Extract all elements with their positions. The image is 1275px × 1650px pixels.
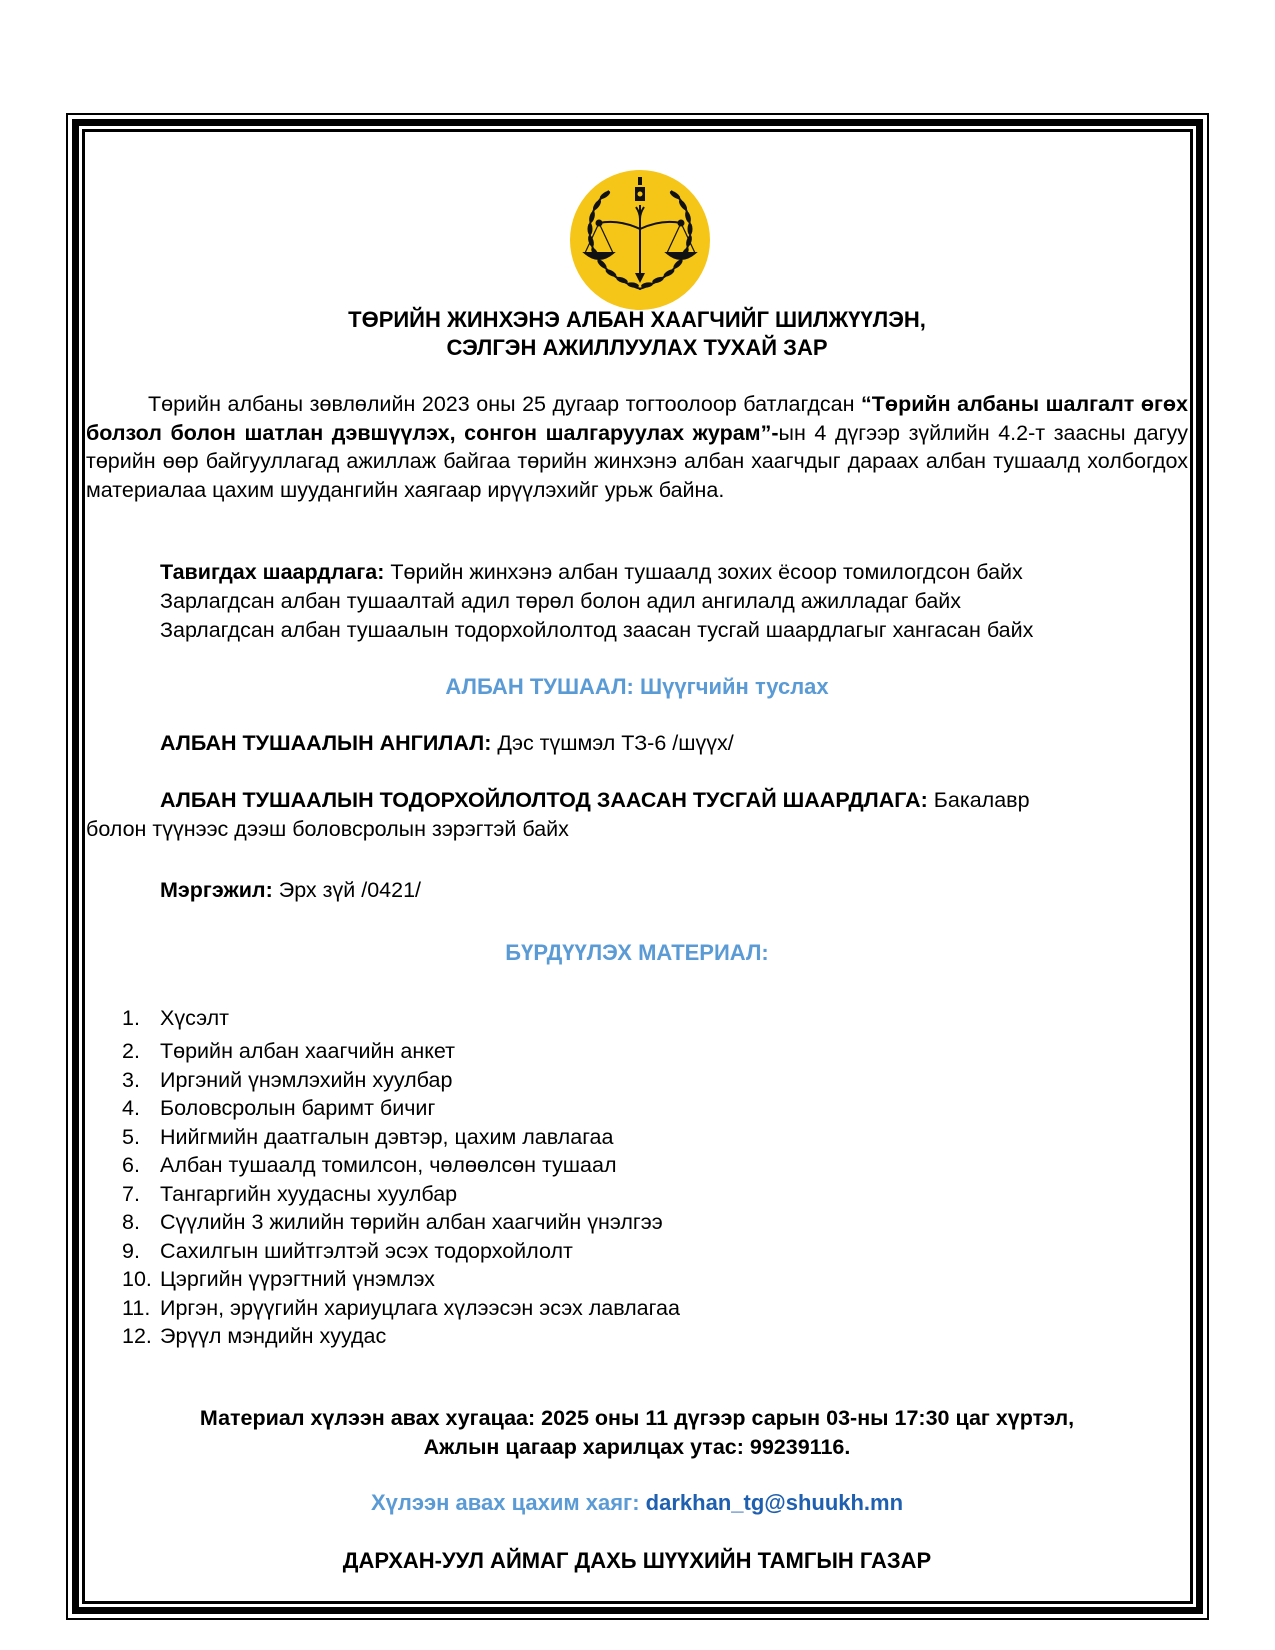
classification-label: АЛБАН ТУШААЛЫН АНГИЛАЛ:: [160, 731, 492, 755]
requirement-text: Төрийн жинхэнэ албан тушаалд зохих ёсоор томилогдсон байх: [390, 560, 1023, 584]
special-requirement-value-2: болон түүнээс дээш боловсролын зэрэгтэй байх: [86, 817, 569, 841]
notice-title-line-1: ТӨРИЙН ЖИНХЭНЭ АЛБАН ХААГЧИЙГ ШИЛЖҮҮЛЭН,: [348, 307, 926, 332]
deadline-block: [86, 1404, 1188, 1462]
list-item-number: 6.: [122, 1153, 140, 1177]
list-item: [122, 1037, 680, 1066]
list-item: [122, 1322, 680, 1351]
list-item-text: Тангаргийн хуудасны хуулбар: [160, 1181, 458, 1206]
list-item: [122, 1066, 680, 1095]
list-item: [122, 1151, 680, 1180]
position-label: АЛБАН ТУШААЛ:: [445, 674, 634, 699]
intro-text-part-2: ын 4 дүгээр зүйлийн 4.2-т заасны дагуу төрийн өөр байгууллагад ажиллаж байгаа төрийн жинхэнэ албан хаагчдыг дараах албан тушаалд холбогдох материалаа цахим шуудангийн хаягаар ирүүлэхийг урьж байна.: [86, 420, 1188, 502]
requirement-item: Зарлагдсан албан тушаалын тодорхойлолтод заасан тусгай шаардлагыг хангасан байх: [160, 618, 1034, 642]
list-item-text: Цэргийн үүрэгтний үнэмлэх: [160, 1267, 435, 1291]
list-item: [122, 1294, 680, 1323]
position-value: Шүүгчийн туслах: [639, 674, 829, 699]
special-requirement-line-1: [160, 786, 1030, 815]
list-item-number: 4.: [122, 1096, 140, 1120]
profession-line: [160, 876, 421, 905]
email-line: [86, 1490, 1188, 1516]
list-item-text: Хүсэлт: [160, 1006, 229, 1030]
list-item-number: 2.: [122, 1039, 140, 1063]
judicial-emblem-logo: [569, 169, 711, 311]
deadline-text: Материал хүлээн авах хугацаа: 2025 оны 11 дүгээр сарын 03-ны 17:30 цаг хүртэл,: [199, 1406, 1075, 1430]
requirement-item: Зарлагдсан албан тушаалтай адил төрөл болон адил ангилалд ажилладаг байх: [160, 589, 962, 613]
list-item: [122, 1123, 680, 1152]
classification-line: [160, 729, 734, 758]
list-item: [122, 1237, 680, 1266]
profession-value: Эрх зүй /0421/: [278, 878, 421, 902]
list-item-text: Албан тушаалд томилсон, чөлөөлсөн тушаал: [160, 1153, 617, 1177]
list-item-number: 8.: [122, 1210, 140, 1234]
materials-heading: БҮРДҮҮЛЭХ МАТЕРИАЛ:: [505, 940, 769, 965]
phone-text: Ажлын цагаар харилцах утас: 99239116.: [423, 1435, 851, 1459]
materials-list: [122, 1004, 680, 1351]
list-item-text: Эрүүл мэндийн хуудас: [160, 1324, 387, 1348]
email-label: Хүлээн авах цахим хаяг:: [370, 1490, 646, 1515]
list-item-text: Нийгмийн даатгалын дэвтэр, цахим лавлагаа: [160, 1124, 614, 1149]
special-requirement-value-1: Бакалавр: [933, 788, 1030, 812]
list-item-text: Сүүлийн 3 жилийн төрийн албан хаагчийн үнэлгээ: [160, 1210, 663, 1234]
list-item: [122, 1004, 680, 1037]
list-item-number: 9.: [122, 1238, 140, 1263]
list-item-number: 7.: [122, 1181, 140, 1206]
requirements-block: [160, 558, 1033, 645]
notice-title: [86, 306, 1188, 362]
intro-text-part-1: Төрийн албаны зөвлөлийн 2023 оны 25 дугаар тогтоолоор батлагдсан: [148, 392, 862, 416]
requirement-item: [160, 558, 1033, 587]
email-address-link[interactable]: darkhan_tg@shuukh.mn: [645, 1490, 904, 1515]
list-item-number: 1.: [122, 1006, 140, 1030]
list-item-number: 12.: [122, 1324, 152, 1348]
list-item-text: Төрийн албан хаагчийн анкет: [160, 1039, 455, 1063]
list-item-number: 3.: [122, 1067, 140, 1092]
requirements-label: Тавигдах шаардлага:: [160, 560, 385, 584]
list-item-text: Сахилгын шийтгэлтэй эсэх тодорхойлолт: [160, 1238, 573, 1263]
classification-value: Дэс түшмэл ТЗ-6 /шүүх/: [497, 731, 734, 755]
intro-paragraph: [86, 390, 1188, 504]
notice-title-line-2: СЭЛГЭН АЖИЛЛУУЛАХ ТУХАЙ ЗАР: [446, 335, 828, 360]
list-item-number: 11.: [122, 1295, 151, 1320]
special-requirement-label: АЛБАН ТУШААЛЫН ТОДОРХОЙЛОЛТОД ЗААСАН ТУСГАЙ ШААРДЛАГА:: [160, 788, 928, 812]
list-item-text: Иргэн, эрүүгийн хариуцлага хүлээсэн эсэх лавлагаа: [160, 1295, 680, 1320]
list-item: [122, 1208, 680, 1237]
organization-name: ДАРХАН-УУЛ АЙМАГ ДАХЬ ШҮҮХИЙН ТАМГЫН ГАЗАР: [342, 1548, 932, 1573]
profession-label: Мэргэжил:: [160, 878, 273, 902]
list-item-number: 10.: [122, 1267, 152, 1291]
list-item-text: Боловсролын баримт бичиг: [160, 1096, 436, 1120]
list-item: [122, 1094, 680, 1123]
list-item-number: 5.: [122, 1124, 140, 1149]
list-item-text: Иргэний үнэмлэхийн хуулбар: [160, 1067, 453, 1092]
list-item: [122, 1265, 680, 1294]
intro-regulation-title: “Төрийн албаны шалгалт өгөх болзол болон шатлан дэвшүүлэх, сонгон шалгаруулах журам”-: [86, 392, 1188, 445]
position-heading: [86, 672, 1188, 701]
list-item: [122, 1180, 680, 1209]
